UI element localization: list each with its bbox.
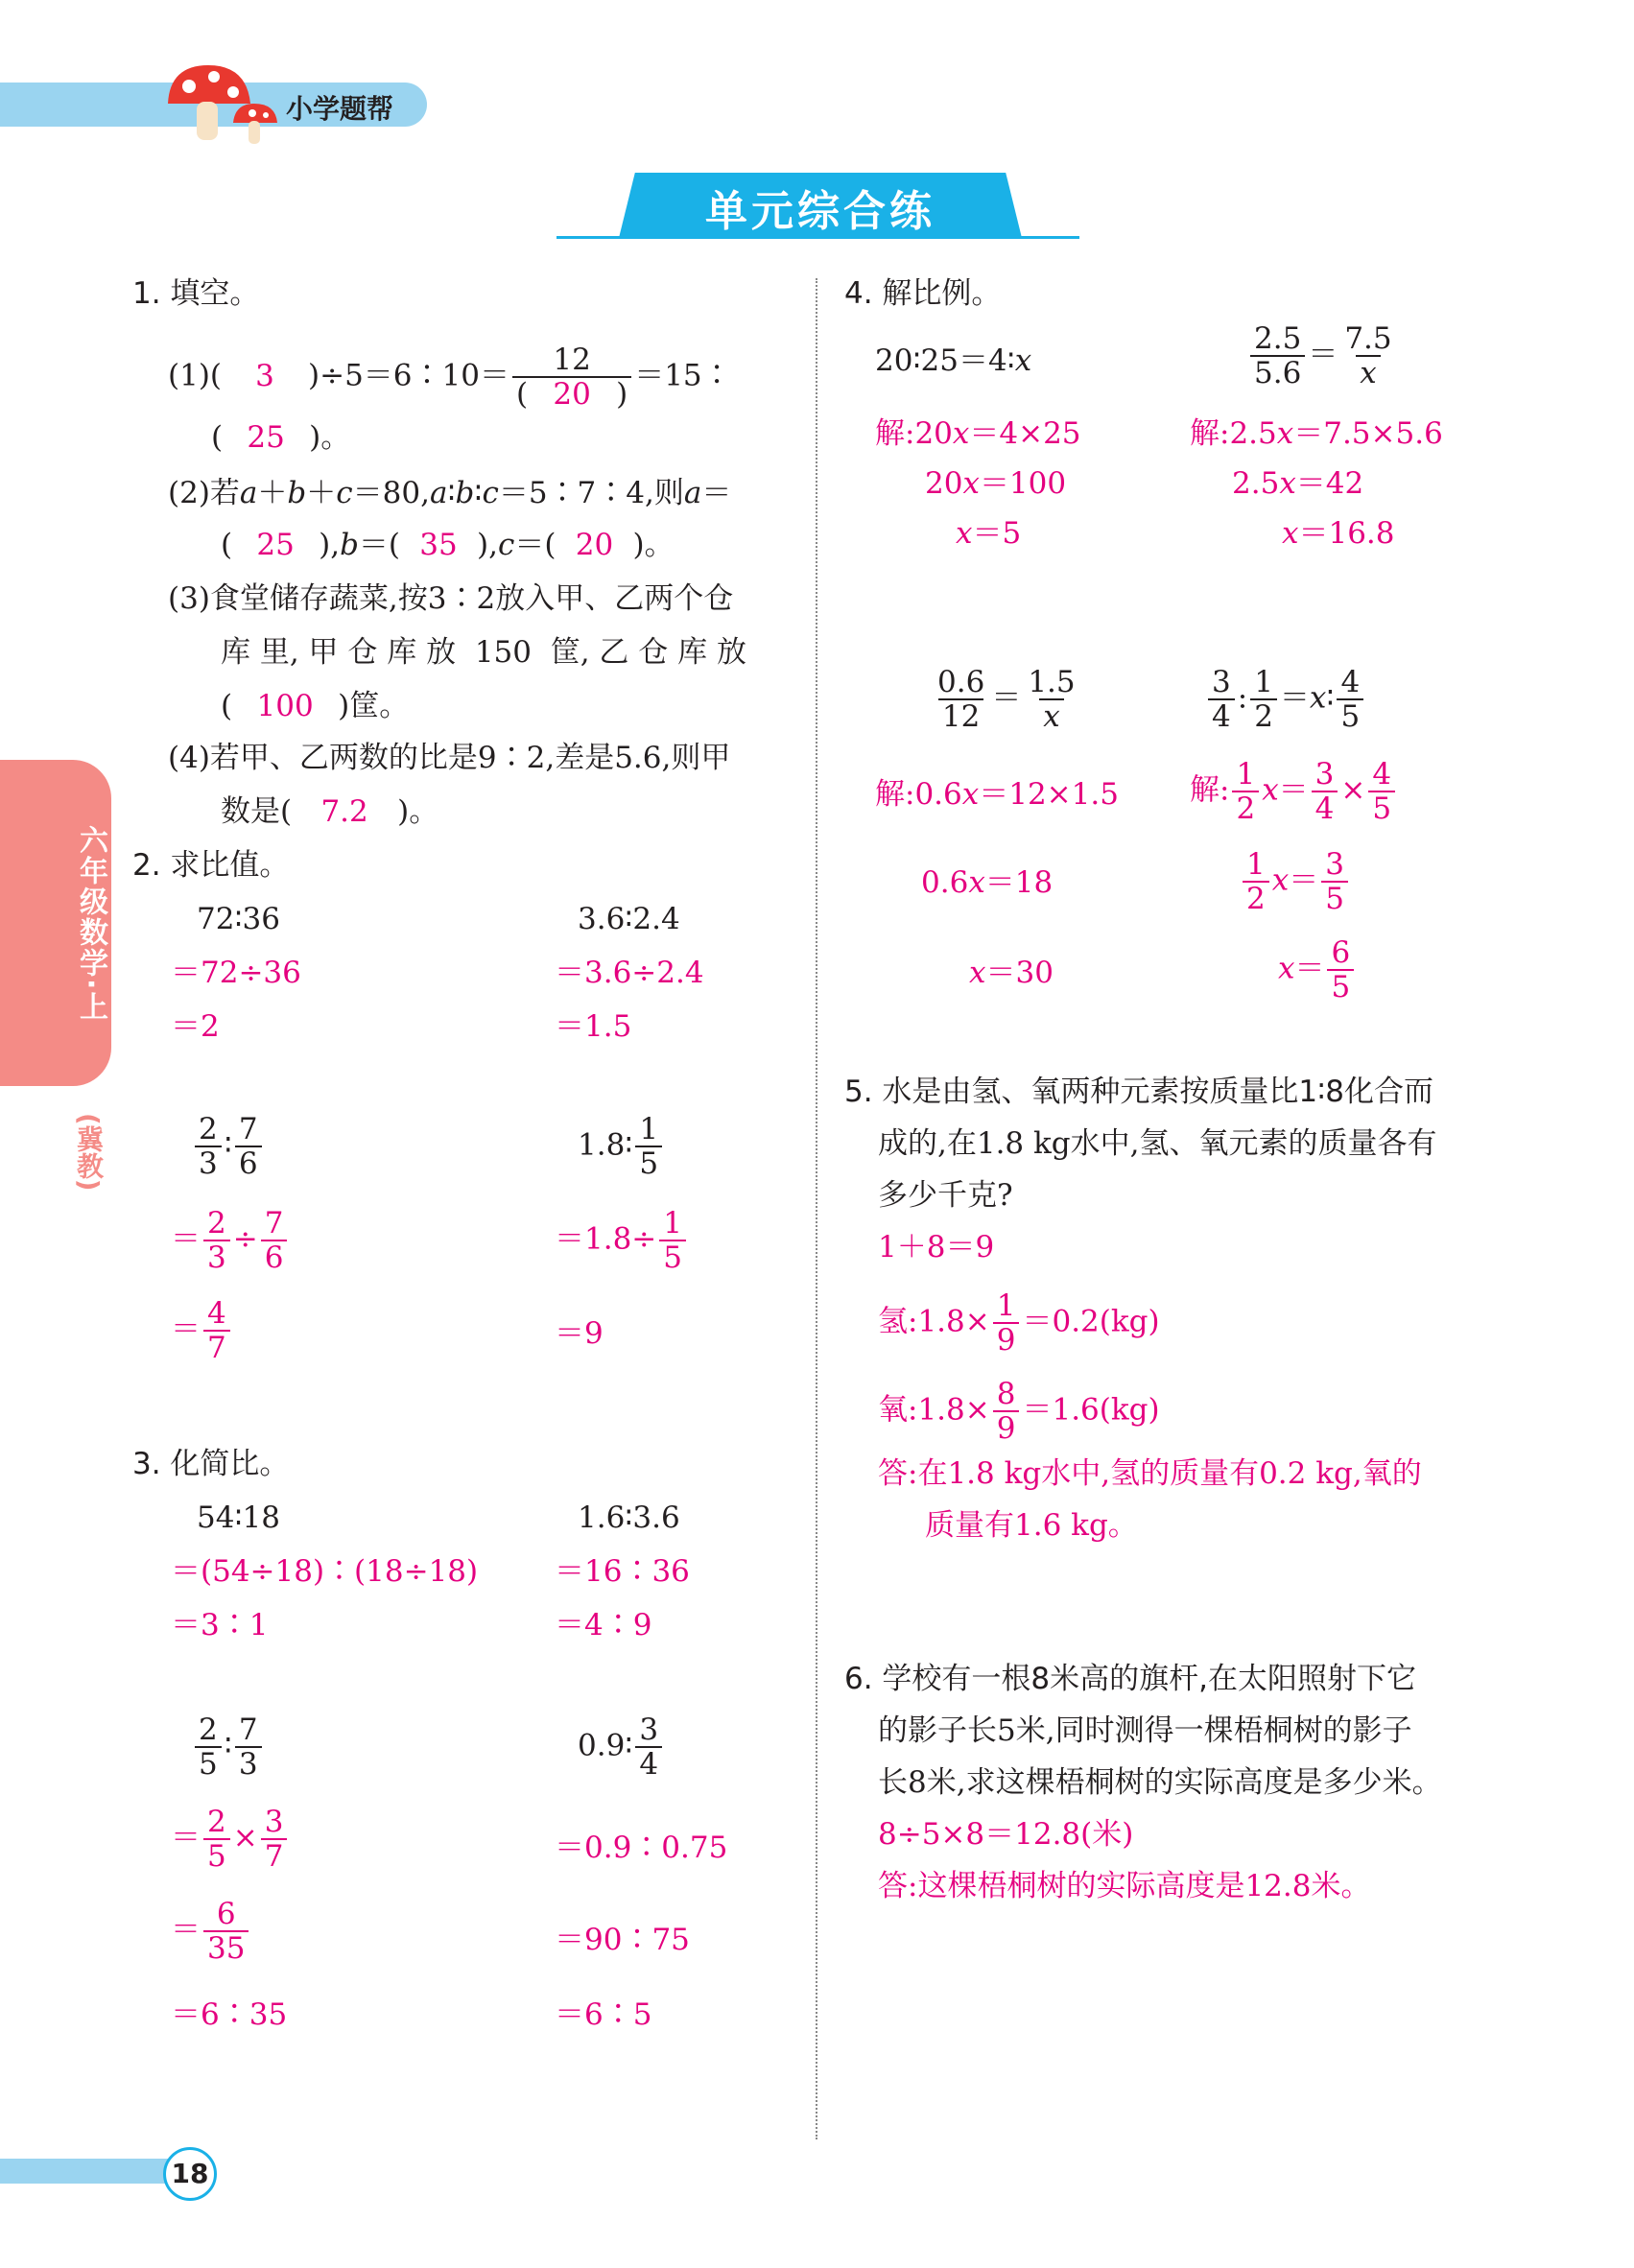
edition-label: (冀教) xyxy=(73,1113,105,1192)
q2c-rn: 4 xyxy=(207,1296,226,1331)
q1-part2 xyxy=(168,474,731,512)
q2d-n: 1 xyxy=(639,1112,659,1146)
q4d-l3x: x xyxy=(1278,951,1295,986)
q3c-n2: 7 xyxy=(238,1713,258,1747)
q4b-eq: ＝ xyxy=(1308,337,1338,372)
q1-p2-s1: ＋ xyxy=(257,476,288,510)
q1-p3-l3a: ( xyxy=(221,689,233,723)
q4c-eq: ＝ xyxy=(991,680,1022,716)
q4d-x: x xyxy=(1309,680,1327,716)
q2c-s1-n2: 7 xyxy=(264,1206,284,1240)
q3a-question: 54∶18 xyxy=(197,1500,280,1535)
q2d-step1 xyxy=(555,1207,689,1274)
q1-p2-v1: a xyxy=(239,476,258,510)
q1-p2-s3: ＝80, xyxy=(352,476,430,510)
q1-p2-v8: b xyxy=(340,528,359,562)
q4d-step3 xyxy=(1278,936,1357,1004)
q4a-l1b: ＝4×25 xyxy=(969,416,1081,451)
q3a-step2: ＝3∶1 xyxy=(171,1608,269,1642)
q4d-l2x: x xyxy=(1271,862,1290,898)
q1-p1-ans1: 3 xyxy=(255,358,274,393)
q3c-n1: 2 xyxy=(199,1713,218,1747)
q4a-step2 xyxy=(925,464,1066,503)
q4-heading: 4. 解比例。 xyxy=(844,276,1002,311)
q4c-l3b: ＝30 xyxy=(985,956,1054,990)
q1-p3-line2: 库 里, 甲 仓 库 放 150 筐, 乙 仓 库 放 xyxy=(221,635,746,670)
q6-step1: 8÷5×8＝12.8(米) xyxy=(878,1817,1134,1852)
q3c-op: ∶ xyxy=(224,1728,232,1763)
q2d-s1: ＝1.8÷ xyxy=(555,1221,657,1257)
q5-s2d: 9 xyxy=(993,1322,1020,1357)
q1-p2-s7: ＝ xyxy=(701,476,732,510)
q4c-l1b: ＝12×1.5 xyxy=(979,777,1119,812)
q1-p2-s5: ∶ xyxy=(474,476,483,510)
q4a-step1 xyxy=(875,414,1081,453)
q4d-times: × xyxy=(1340,772,1366,808)
q1-p3-line3 xyxy=(221,687,409,725)
q4b-l2x: x xyxy=(1279,466,1296,501)
q4a-q: 20∶25＝4∶ xyxy=(875,343,1015,378)
q4d-eq: ＝ xyxy=(1279,680,1310,716)
q2c-eq2: ＝ xyxy=(171,1311,201,1347)
q1-p2-a: (2)若 xyxy=(168,476,240,510)
q4c-l1x: x xyxy=(961,777,980,812)
q5-step2 xyxy=(878,1289,1160,1357)
q1-p2-s6: ＝5∶7∶4,则 xyxy=(498,476,684,510)
q2d-s1-n: 1 xyxy=(663,1206,683,1240)
q3d-question xyxy=(578,1713,665,1781)
q3c-d1: 5 xyxy=(195,1746,222,1781)
q1-p3-line1: (3)食堂储存蔬菜,按3∶2放入甲、乙两个仓 xyxy=(168,581,734,616)
q3c-d3: 7 xyxy=(261,1838,288,1873)
q2c-n2: 7 xyxy=(238,1112,258,1146)
page-number: 18 xyxy=(163,2147,217,2201)
q5-s3d: 9 xyxy=(993,1410,1020,1445)
q4c-d1: 12 xyxy=(938,698,983,733)
q2c-n1: 2 xyxy=(199,1112,218,1146)
q2d-pre: 1.8∶ xyxy=(578,1127,633,1163)
q5-line1: 5. 水是由氢、氧两种元素按质量比1∶8化合而 xyxy=(844,1075,1433,1109)
q4d-l1x: x xyxy=(1262,772,1279,808)
q4b-l2a: 2.5 xyxy=(1232,466,1280,501)
q1-p2-ans2: 35 xyxy=(419,528,458,562)
q5-s3b: ＝1.6(kg) xyxy=(1022,1392,1160,1428)
q3c-s1-n1: 2 xyxy=(207,1805,226,1839)
q1-p1-num: 12 xyxy=(553,343,591,377)
q3c-step3: ＝6∶35 xyxy=(171,1997,288,2032)
q1-p2-v4: a xyxy=(429,476,448,510)
q1-p1-e: )。 xyxy=(309,420,351,455)
q1-p2-b3: ＝( xyxy=(358,528,401,562)
q5-s3a: 氧:1.8× xyxy=(878,1392,990,1428)
q1-p2-b2: ), xyxy=(319,528,341,562)
q1-p1-c: ＝15∶ xyxy=(634,358,732,393)
q4b-l3b: ＝16.8 xyxy=(1298,516,1395,551)
q1-p2-s4: ∶ xyxy=(447,476,456,510)
q2c-d1: 3 xyxy=(195,1146,222,1180)
q4c-question xyxy=(931,666,1082,733)
q1-p2-s2: ＋ xyxy=(306,476,337,510)
q1-p1-ans2: 20 xyxy=(553,377,591,412)
q4d-colon: ∶ xyxy=(1326,680,1335,716)
q4c-l2b: ＝18 xyxy=(984,865,1054,900)
column-divider xyxy=(816,278,817,2139)
q3d-step2: ＝90∶75 xyxy=(555,1923,690,1957)
q4a-l2b: ＝100 xyxy=(979,466,1067,501)
q2-heading: 2. 求比值。 xyxy=(132,848,290,883)
q3c-step1 xyxy=(171,1806,290,1873)
q4a-question xyxy=(875,342,1031,380)
q3c-op2: × xyxy=(232,1820,258,1855)
q1-p3-l3b: )筐。 xyxy=(338,689,410,723)
q3c-n3: 3 xyxy=(264,1805,284,1839)
q4b-l1x: x xyxy=(1276,416,1294,451)
q1-p2-ans3: 20 xyxy=(575,528,614,562)
q1-p4-ans: 7.2 xyxy=(320,794,368,829)
q4b-l3x: x xyxy=(1282,516,1299,551)
q1-p1-dl: ( xyxy=(515,377,529,412)
q1-p2-b1: ( xyxy=(221,528,233,562)
q4b-l1a: 解:2.5 xyxy=(1190,416,1277,451)
q4b-question xyxy=(1247,322,1399,390)
q2c-s1-n1: 2 xyxy=(207,1206,226,1240)
q3b-step1: ＝16∶36 xyxy=(555,1554,690,1589)
q4c-dx: x xyxy=(1039,698,1063,733)
q4d-g1: 3 xyxy=(1325,847,1344,882)
q1-p4-l2b: )。 xyxy=(397,794,439,829)
q2d-step2: ＝9 xyxy=(555,1316,604,1351)
q4c-n2: 1.5 xyxy=(1028,665,1076,699)
q2c-s1-d2: 6 xyxy=(261,1240,288,1274)
q2c-s1-d1: 3 xyxy=(203,1240,230,1274)
q4d-l1a: 解: xyxy=(1190,772,1230,808)
q4b-l1b: ＝7.5×5.6 xyxy=(1293,416,1443,451)
q4d-question xyxy=(1205,666,1366,733)
q2a-step1: ＝72÷36 xyxy=(171,956,301,990)
q1-p1-dr: ) xyxy=(616,377,628,412)
q5-line2: 成的,在1.8 kg水中,氢、氧元素的质量各有 xyxy=(878,1126,1437,1161)
q4b-l2b: ＝42 xyxy=(1295,466,1364,501)
q4d-d3: 5 xyxy=(1337,698,1363,733)
q4d-op: : xyxy=(1237,680,1248,716)
q2d-d: 5 xyxy=(635,1146,662,1180)
q1-heading: 1. 填空。 xyxy=(132,276,260,311)
q3c-eq1: ＝ xyxy=(171,1820,201,1855)
q2c-eq1: ＝ xyxy=(171,1221,201,1257)
q5-s3n: 8 xyxy=(996,1377,1016,1411)
q2a-question: 72∶36 xyxy=(197,902,280,936)
q1-part1 xyxy=(168,343,732,411)
q2c-op: ∶ xyxy=(224,1127,232,1163)
q1-p1-d: ( xyxy=(211,420,224,455)
q3-heading: 3. 化简比。 xyxy=(132,1447,290,1481)
mushroom-icon xyxy=(158,59,283,148)
q2b-step2: ＝1.5 xyxy=(555,1009,632,1044)
q6-answer: 答:这棵梧桐树的实际高度是12.8米。 xyxy=(878,1869,1371,1903)
q4d-step1 xyxy=(1190,758,1398,825)
q3d-pre: 0.9∶ xyxy=(578,1728,633,1763)
q5-s2a: 氢:1.8× xyxy=(878,1304,990,1339)
q2c-op2: ÷ xyxy=(232,1221,258,1257)
q1-p4-l2a: 数是( xyxy=(221,794,293,829)
q4d-s2-h1: 1 xyxy=(1246,847,1266,882)
grade-label: 六年级数学·上 xyxy=(74,825,107,1023)
q2b-step1: ＝3.6÷2.4 xyxy=(555,956,704,990)
q4d-g2: 5 xyxy=(1321,881,1348,915)
q5-answer-line2: 质量有1.6 kg。 xyxy=(925,1508,1138,1543)
q4d-t1: 3 xyxy=(1314,757,1335,791)
q1-p2-v9: c xyxy=(497,528,515,562)
q4a-l3x: x xyxy=(956,516,973,551)
q5-line3: 多少千克? xyxy=(878,1178,1013,1213)
q1-p2-ans1: 25 xyxy=(256,528,295,562)
q1-p2-v7: a xyxy=(683,476,702,510)
q1-p2-v5: b xyxy=(455,476,475,510)
q4a-l1a: 解:20 xyxy=(875,416,953,451)
q4d-n3: 4 xyxy=(1340,665,1361,699)
q4c-n1: 0.6 xyxy=(937,665,985,699)
q3d-step3: ＝6∶5 xyxy=(555,1997,652,2032)
q1-part1-line2 xyxy=(211,418,350,457)
q4d-f2: 5 xyxy=(1368,791,1395,825)
q1-p2-v6: c xyxy=(482,476,499,510)
q4c-step3 xyxy=(969,954,1054,992)
q2b-question: 3.6∶2.4 xyxy=(578,902,680,936)
q5-step3 xyxy=(878,1378,1160,1445)
q4c-step1 xyxy=(875,775,1119,814)
q6-line2: 的影子长5米,同时测得一棵梧桐树的影子 xyxy=(878,1713,1412,1748)
q1-p1-a: (1)( xyxy=(168,358,223,393)
q1-p2-b6: )。 xyxy=(632,528,675,562)
q2c-question xyxy=(192,1113,265,1180)
q4d-t2: 4 xyxy=(1312,791,1338,825)
q4d-rd: 5 xyxy=(1327,969,1354,1004)
q2c-d2: 6 xyxy=(235,1146,262,1180)
q4d-n1: 3 xyxy=(1212,665,1231,699)
q4c-l1a: 解:0.6 xyxy=(875,777,962,812)
q4a-l2x: x xyxy=(962,466,980,501)
q3a-step1: ＝(54÷18)∶(18÷18) xyxy=(171,1554,479,1589)
q3c-rd: 35 xyxy=(203,1930,249,1965)
q2c-rd: 7 xyxy=(203,1330,230,1364)
q4b-step2 xyxy=(1232,464,1363,503)
q1-p2-v2: b xyxy=(287,476,307,510)
q4b-dx: x xyxy=(1356,355,1380,390)
q2d-s1-d: 5 xyxy=(659,1240,686,1274)
q4c-l2a: 0.6 xyxy=(921,865,969,900)
q1-p4-line2 xyxy=(221,792,438,831)
q4b-step1 xyxy=(1190,414,1443,453)
page-title: 单元综合练 xyxy=(705,187,935,236)
q4d-l2eq: ＝ xyxy=(1289,862,1319,898)
q3b-step2: ＝4∶9 xyxy=(555,1608,652,1642)
q1-p4-line1: (4)若甲、乙两数的比是9∶2,差是5.6,则甲 xyxy=(168,741,731,775)
q4a-l2a: 20 xyxy=(925,466,963,501)
q5-s2n: 1 xyxy=(996,1288,1016,1323)
q1-p1-b: )÷5＝6∶10＝ xyxy=(308,358,509,393)
q4c-l3x: x xyxy=(969,956,986,990)
q1-p2-v3: c xyxy=(336,476,353,510)
q4a-x: x xyxy=(1014,343,1032,378)
q1-part2-line2 xyxy=(221,526,675,564)
q3b-question: 1.6∶3.6 xyxy=(578,1500,680,1535)
q6-line1: 6. 学校有一根8米高的旗杆,在太阳照射下它 xyxy=(844,1662,1417,1696)
q4b-step3 xyxy=(1282,514,1395,553)
q4d-rn: 6 xyxy=(1331,935,1351,970)
q1-p2-b4: ), xyxy=(477,528,498,562)
q4d-h1: 1 xyxy=(1236,757,1256,791)
q4d-l1eq: ＝ xyxy=(1278,772,1309,808)
q4d-f1: 4 xyxy=(1372,757,1392,791)
q2d-question xyxy=(578,1113,665,1180)
q3d-d: 4 xyxy=(635,1746,662,1781)
q6-line3: 长8米,求这棵梧桐树的实际高度是多少米。 xyxy=(878,1765,1442,1800)
q3c-question xyxy=(192,1713,265,1781)
q1-p1-ans3: 25 xyxy=(247,420,285,455)
q2a-step2: ＝2 xyxy=(171,1009,220,1044)
q3c-d2: 3 xyxy=(235,1746,262,1781)
brand-name: 小学题帮 xyxy=(286,93,394,125)
q4b-n1: 2.5 xyxy=(1254,321,1302,356)
q3c-eq2: ＝ xyxy=(171,1912,201,1948)
q4a-l1x: x xyxy=(952,416,970,451)
q4d-h2: 2 xyxy=(1232,791,1259,825)
q3c-rn: 6 xyxy=(216,1897,236,1931)
q4c-l2x: x xyxy=(968,865,985,900)
q4c-step2 xyxy=(921,863,1053,902)
q4d-n2: 1 xyxy=(1254,665,1273,699)
q4a-step3 xyxy=(956,514,1021,553)
q4d-s2-h2: 2 xyxy=(1243,881,1269,915)
q4d-d2: 2 xyxy=(1250,698,1277,733)
q1-p1-fraction xyxy=(512,343,631,411)
q5-answer-line1: 答:在1.8 kg水中,氢的质量有0.2 kg,氧的 xyxy=(878,1456,1422,1491)
q4d-step2 xyxy=(1240,848,1351,915)
footer-bar xyxy=(0,2159,178,2184)
q2c-step1 xyxy=(171,1207,290,1274)
q3c-step2 xyxy=(171,1898,251,1965)
q4a-l3b: ＝5 xyxy=(972,516,1022,551)
q1-p3-ans: 100 xyxy=(256,689,314,723)
q3c-s1-d1: 5 xyxy=(203,1838,230,1873)
q4d-d1: 4 xyxy=(1208,698,1235,733)
q3d-step1: ＝0.9∶0.75 xyxy=(555,1831,728,1865)
q4d-l3eq: ＝ xyxy=(1294,951,1325,986)
q4b-n2: 7.5 xyxy=(1344,321,1392,356)
q2c-step2 xyxy=(171,1297,233,1364)
q5-step1: 1＋8＝9 xyxy=(878,1230,995,1264)
q1-p2-b5: ＝( xyxy=(514,528,557,562)
q5-s2b: ＝0.2(kg) xyxy=(1022,1304,1160,1339)
q4b-d1: 5.6 xyxy=(1250,355,1305,390)
q3d-n: 3 xyxy=(639,1713,659,1747)
